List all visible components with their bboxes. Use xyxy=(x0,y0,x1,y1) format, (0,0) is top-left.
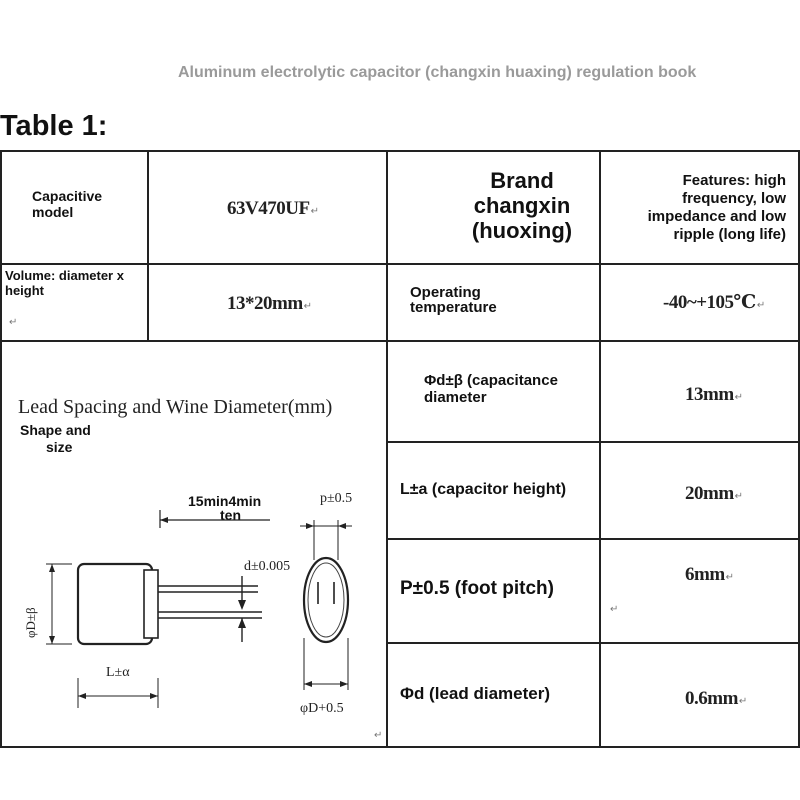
return-mark: ↵ xyxy=(756,300,766,311)
model-label: Capacitive model xyxy=(32,188,103,220)
volume-label: Volume: diameter x height xyxy=(5,268,124,298)
return-mark: ↵ xyxy=(738,696,748,707)
spec-label-cell xyxy=(387,539,600,643)
spec-label: L±a (capacitor height) xyxy=(400,481,567,498)
spec-table xyxy=(0,150,800,748)
model-value: 63V470UF xyxy=(227,198,310,219)
table-title: Table 1: xyxy=(0,110,108,142)
capacitor-drawing xyxy=(2,342,386,748)
volume-value-cell xyxy=(148,264,387,341)
model-value-cell xyxy=(148,151,387,264)
spec-label-cell xyxy=(387,341,600,442)
pitch-note: p±0.5 xyxy=(320,491,353,506)
diameter-tol-note: φD+0.5 xyxy=(300,701,344,716)
spec-value-cell xyxy=(600,643,799,747)
temp-value-cell xyxy=(600,264,799,341)
features-text: Features: high frequency, low impedance and low ripple (long life) xyxy=(647,172,786,243)
lead-length-note-2: ten xyxy=(220,507,241,523)
spec-label: Φd (lead diameter) xyxy=(400,684,550,703)
temp-label: Operating temperature xyxy=(410,284,497,316)
length-note: L±α xyxy=(106,665,130,680)
wire-note: d±0.005 xyxy=(244,559,291,574)
capacitor-end-view xyxy=(304,558,348,642)
temp-value: -40~+105℃ xyxy=(663,292,756,313)
spec-value: 6mm xyxy=(685,564,725,585)
spec-value: 0.6mm xyxy=(685,688,738,709)
brand-cell xyxy=(387,151,600,264)
return-mark: ↵ xyxy=(734,392,744,403)
spec-value: 20mm xyxy=(685,483,734,504)
shape-label-line2: size xyxy=(46,439,73,455)
document-header: Aluminum electrolytic capacitor (changxin huaxing) regulation book xyxy=(178,64,697,81)
diameter-note: φD±β xyxy=(23,607,38,638)
spec-label-cell xyxy=(387,442,600,539)
temp-label-cell xyxy=(387,264,600,341)
shape-label-line1: Shape and xyxy=(20,422,91,438)
spec-value: 13mm xyxy=(685,384,734,405)
lead-length-note-1: 15min4min xyxy=(188,493,262,509)
return-mark: ↵ xyxy=(310,206,319,217)
spec-label: P±0.5 (foot pitch) xyxy=(400,578,554,599)
return-mark: ↵ xyxy=(374,730,383,741)
volume-label-cell xyxy=(1,264,148,341)
capacitor-body xyxy=(78,564,152,644)
model-label-cell xyxy=(1,151,148,264)
drawing-cell xyxy=(1,341,387,747)
spec-value-cell xyxy=(600,442,799,539)
spec-label-cell xyxy=(387,643,600,747)
drawing-title: Lead Spacing and Wine Diameter(mm) xyxy=(18,396,333,418)
spec-value-cell xyxy=(600,341,799,442)
return-mark: ↵ xyxy=(610,604,619,615)
features-cell xyxy=(600,151,799,264)
spec-value-cell xyxy=(600,539,799,643)
spec-label: Φd±β (capacitance diameter xyxy=(424,372,558,406)
return-mark: ↵ xyxy=(303,301,313,312)
brand-text: Brand changxin (huoxing) xyxy=(471,168,573,243)
return-mark: ↵ xyxy=(9,317,18,328)
return-mark: ↵ xyxy=(725,572,735,583)
volume-value: 13*20mm xyxy=(227,293,303,314)
return-mark: ↵ xyxy=(734,491,744,502)
